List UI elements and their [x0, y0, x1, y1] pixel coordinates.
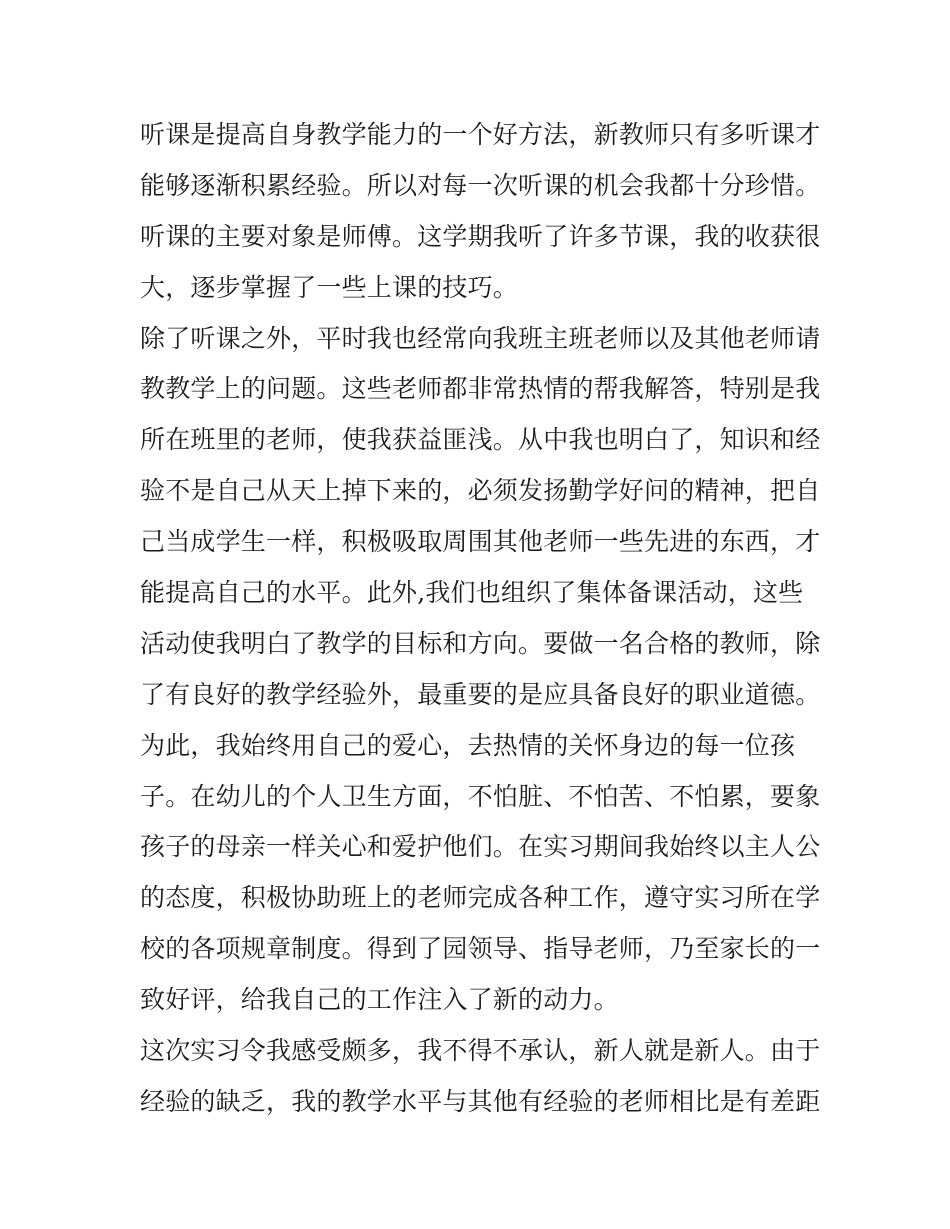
text-line: 除了听课之外，平时我也经常向我班主班老师以及其他老师请: [140, 323, 821, 353]
text-line: 为此，我始终用自己的爱心，去热情的关怀身边的每一位孩: [140, 730, 796, 760]
text-line: 所在班里的老师，使我获益匪浅。从中我也明白了，知识和经: [140, 425, 821, 455]
text-line: 听课是提高自身教学能力的一个好方法，新教师只有多听课才: [140, 120, 821, 149]
text-line: 这次实习令我感受颇多，我不得不承认，新人就是新人。由于: [140, 1036, 821, 1066]
text-line: 子。在幼儿的个人卫生方面，不怕脏、不怕苦、不怕累，要象: [140, 781, 821, 811]
text-line: 孩子的母亲一样关心和爱护他们。在实习期间我始终以主人公: [140, 832, 821, 862]
text-line: 验不是自己从天上掉下来的，必须发扬勤学好问的精神，把自: [140, 476, 821, 506]
text-line: 的态度，积极协助班上的老师完成各种工作，遵守实习所在学: [140, 883, 821, 913]
body-text: [140, 110, 820, 1128]
text-line: 能提高自己的水平。此外,我们也组织了集体备课活动，这些: [140, 578, 804, 608]
text-line: 活动使我明白了教学的目标和方向。要做一名合格的教师，除: [140, 628, 821, 658]
text-line: 校的各项规章制度。得到了园领导、指导老师，乃至家长的一: [140, 934, 821, 964]
text-line: 教教学上的问题。这些老师都非常热情的帮我解答，特别是我: [140, 374, 821, 404]
text-line: 听课的主要对象是师傅。这学期我听了许多节课，我的收获很: [140, 221, 821, 251]
text-line: 了有良好的教学经验外，最重要的是应具备良好的职业道德。: [140, 679, 821, 709]
text-line: 能够逐渐积累经验。所以对每一次听课的机会我都十分珍惜。: [140, 170, 821, 200]
text-line: 己当成学生一样，积极吸取周围其他老师一些先进的东西，才: [140, 527, 821, 557]
text-line: 大，逐步掌握了一些上课的技巧。: [140, 272, 519, 302]
text-line: 致好评，给我自己的工作注入了新的动力。: [140, 985, 619, 1015]
text-line: 经验的缺乏，我的教学水平与其他有经验的老师相比是有差距: [140, 1086, 821, 1116]
